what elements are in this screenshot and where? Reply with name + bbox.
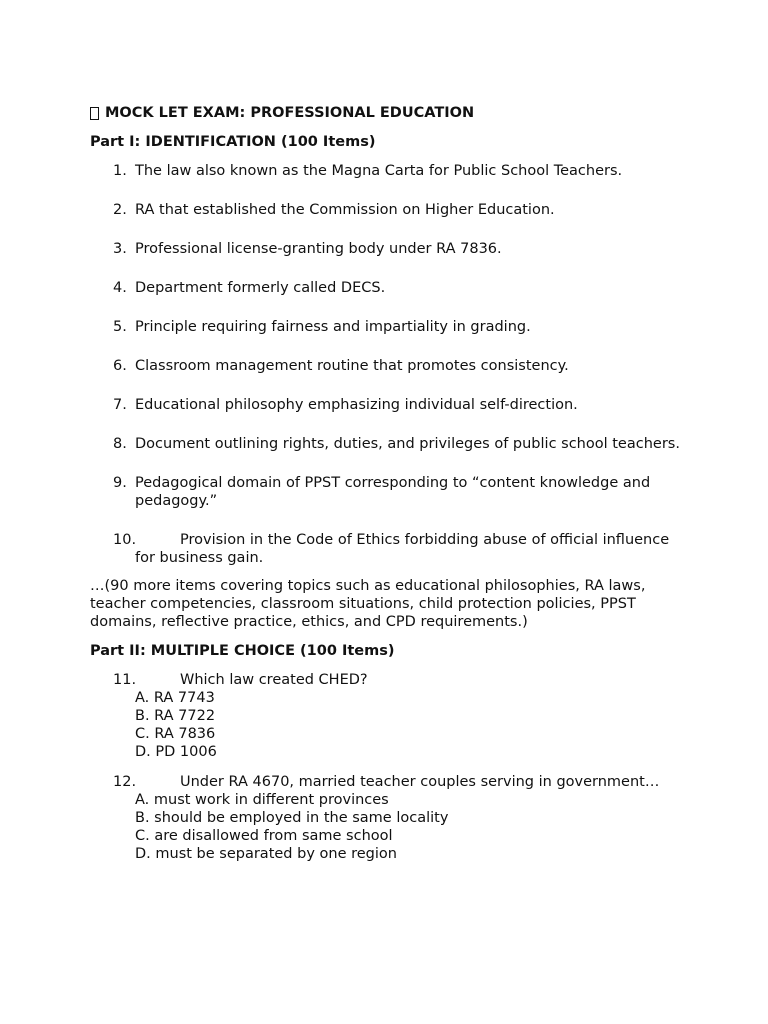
item-text: Department formerly called DECS. <box>135 280 386 296</box>
item-number: 6. <box>113 358 127 374</box>
item-number: 3. <box>113 241 127 257</box>
box-icon <box>90 107 99 120</box>
list-item <box>90 279 690 297</box>
part1-heading: Part I: IDENTIFICATION (100 Items) <box>90 134 376 150</box>
document-title-text: MOCK LET EXAM: PROFESSIONAL EDUCATION <box>105 105 475 121</box>
item-text: Classroom management routine that promotes consistency. <box>135 358 569 374</box>
item-number: 1. <box>113 163 127 179</box>
option-a: A. RA 7743 <box>135 690 215 706</box>
list-item <box>90 318 690 336</box>
list-item <box>90 162 690 180</box>
question-text: Under RA 4670, married teacher couples serving in government… <box>180 774 660 790</box>
list-item <box>90 201 690 219</box>
item-text: Document outlining rights, duties, and privileges of public school teachers. <box>135 436 680 452</box>
list-item <box>90 474 690 510</box>
list-item <box>90 357 690 375</box>
option-d: D. PD 1006 <box>135 744 217 760</box>
item-text: Principle requiring fairness and impartiality in grading. <box>135 319 531 335</box>
item-text: Educational philosophy emphasizing individual self-direction. <box>135 397 578 413</box>
option-b: B. should be employed in the same locality <box>135 810 449 826</box>
item-number: 7. <box>113 397 127 413</box>
list-item <box>90 531 690 567</box>
item-number: 9. <box>113 475 127 491</box>
options-list <box>135 791 690 863</box>
option-c: C. RA 7836 <box>135 726 216 742</box>
option-c: C. are disallowed from same school <box>135 828 393 844</box>
item-number: 2. <box>113 202 127 218</box>
item-number: 12. <box>113 774 137 790</box>
item-text: Pedagogical domain of PPST corresponding to “content knowledge and pedagogy.” <box>135 475 651 509</box>
option-a: A. must work in different provinces <box>135 792 389 808</box>
item-text: Professional license-granting body under RA 7836. <box>135 241 502 257</box>
item-text: RA that established the Commission on Higher Education. <box>135 202 555 218</box>
option-d: D. must be separated by one region <box>135 846 397 862</box>
remaining-items-note: …(90 more items covering topics such as educational philosophies, RA laws, teacher competencies, classroom situations, child protection policies, PPST domains, reflective practice, ethics, and CPD requirements.) <box>90 578 646 630</box>
question-text: Which law created CHED? <box>180 672 368 688</box>
item-text: Provision in the Code of Ethics forbidding abuse of official influence for business gain. <box>135 532 670 566</box>
list-item <box>90 240 690 258</box>
list-item <box>90 435 690 453</box>
item-number: 11. <box>113 672 137 688</box>
item-number: 5. <box>113 319 127 335</box>
item-text: The law also known as the Magna Carta for Public School Teachers. <box>135 163 623 179</box>
document-title <box>90 104 690 122</box>
item-number: 8. <box>113 436 127 452</box>
option-b: B. RA 7722 <box>135 708 216 724</box>
document-content <box>90 104 690 875</box>
mc-question-item <box>90 773 690 863</box>
part2-heading: Part II: MULTIPLE CHOICE (100 Items) <box>90 643 395 659</box>
identification-list <box>90 162 690 567</box>
item-number: 10. <box>113 532 137 548</box>
mc-question-item <box>90 671 690 761</box>
item-number: 4. <box>113 280 127 296</box>
list-item <box>90 396 690 414</box>
options-list <box>135 689 690 761</box>
